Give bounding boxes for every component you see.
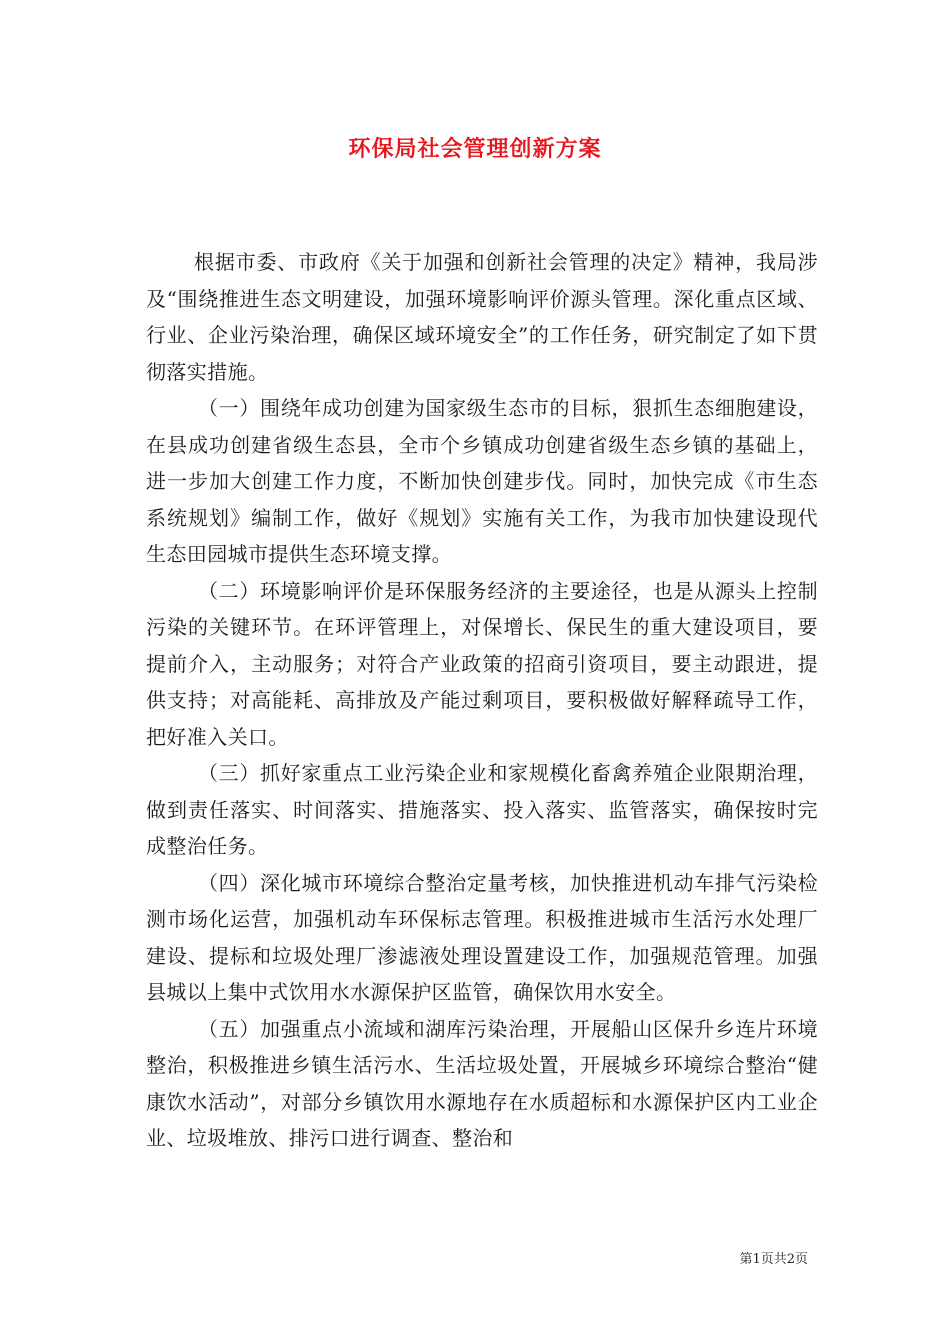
page-indicator: 第1页共2页 xyxy=(739,1252,808,1267)
document-title: 环保局社会管理创新方案 xyxy=(348,136,602,162)
paragraph-item-3: （三）抓好家重点工业污染企业和家规模化畜禽养殖企业限期治理，做到责任落实、时间落实、措施落实、投入落实、监管落实，确保按时完成整治任务。 xyxy=(146,761,818,858)
paragraph-item-4: （四）深化城市环境综合整治定量考核，加快推进机动车排气污染检测市场化运营，加强机动车环保标志管理。积极推进城市生活污水处理厂建设、提标和垃圾处理厂渗滤液处理设置建设工作，加强规范管理。加强县城以上集中式饮用水水源保护区监管，确保饮用水安全。 xyxy=(146,870,818,1004)
paragraph-intro: 根据市委、市政府《关于加强和创新社会管理的决定》精神，我局涉及“围绕推进生态文明建设，加强环境影响评价源头管理。深化重点区域、行业、企业污染治理，确保区域环境安全”的工作任务，研究制定了如下贯彻落实措施。 xyxy=(146,250,818,384)
paragraph-item-1: （一）围绕年成功创建为国家级生态市的目标，狠抓生态细胞建设，在县成功创建省级生态县，全市个乡镇成功创建省级生态乡镇的基础上，进一步加大创建工作力度，不断加快创建步伐。同时，加快完成《市生态系统规划》编制工作，做好《规划》实施有关工作，为我市加快建设现代生态田园城市提供生态环境支撑。 xyxy=(146,396,818,566)
paragraph-item-5: （五）加强重点小流域和湖库污染治理，开展船山区保升乡连片环境整治，积极推进乡镇生活污水、生活垃圾处置，开展城乡环境综合整治“健康饮水活动”，对部分乡镇饮用水源地存在水质超标和水源保护区内工业企业、垃圾堆放、排污口进行调查、整治和 xyxy=(146,1016,818,1150)
document-body xyxy=(146,244,818,1157)
paragraph-item-2: （二）环境影响评价是环保服务经济的主要途径，也是从源头上控制污染的关键环节。在环评管理上，对保增长、保民生的重大建设项目，要提前介入，主动服务；对符合产业政策的招商引资项目，要主动跟进，提供支持；对高能耗、高排放及产能过剩项目，要积极做好解释疏导工作，把好准入关口。 xyxy=(146,578,818,749)
